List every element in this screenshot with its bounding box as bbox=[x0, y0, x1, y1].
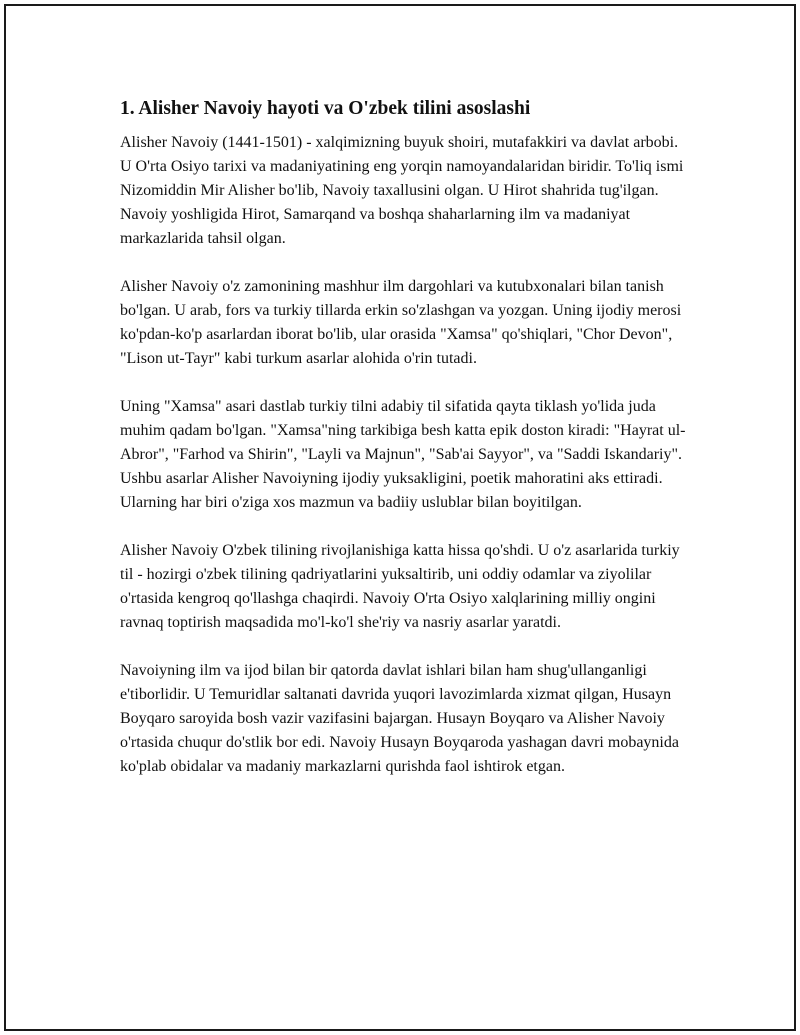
paragraph-4: Alisher Navoiy O'zbek tilining rivojlanishiga katta hissa qo'shdi. U o'z asarlarida turkiy til - hozirgi o'zbek tilining qadriyatlarini yuksaltirib, uni oddiy odamlar va ziyolilar o'rtasida kengroq qo'llashga chaqirdi. Navoiy O'rta Osiyo xalqlarining milliy ongini ravnaq toptirish maqsadida mo'l-ko'l she'riy va nasriy asarlar yaratdi. bbox=[120, 542, 680, 631]
paragraph-2: Alisher Navoiy o'z zamonining mashhur ilm dargohlari va kutubxonalari bilan tanish bo'lgan. U arab, fors va turkiy tillarda erkin so'zlashgan va yozgan. Uning ijodiy merosi ko'pdan-ko'p asarlardan iborat bo'lib, ular orasida "Xamsa" qo'shiqlari, "Chor Devon", "Lison ut-Tayr" kabi turkum asarlar alohida o'rin tutadi. bbox=[120, 278, 682, 367]
page-border bbox=[4, 4, 796, 1031]
document-body bbox=[120, 96, 690, 803]
paragraph-1: Alisher Navoiy (1441-1501) - xalqimizning buyuk shoiri, mutafakkiri va davlat arbobi. U O'rta Osiyo tarixi va madaniyatining eng yorqin namoyandalaridan biridir. To'liq ismi Nizomiddin Mir Alisher bo'lib, Navoiy taxallusini olgan. U Hirot shahrida tug'ilgan. Navoiy yoshligida Hirot, Samarqand va boshqa shaharlarning ilm va madaniyat markazlarida tahsil olgan. bbox=[120, 134, 684, 247]
section-heading: 1. Alisher Navoiy hayoti va O'zbek tilini asoslashi bbox=[120, 98, 531, 119]
paragraph-5: Navoiyning ilm va ijod bilan bir qatorda davlat ishlari bilan ham shug'ullanganligi e'tiborlidir. U Temuridlar saltanati davrida yuqori lavozimlarda xizmat qilgan, Husayn Boyqaro saroyida bosh vazir vazifasini bajargan. Husayn Boyqaro va Alisher Navoiy o'rtasida chuqur do'stlik bor edi. Navoiy Husayn Boyqaroda yashagan davri mobaynida ko'plab obidalar va madaniy markazlarni qurishda faol ishtirok etgan. bbox=[120, 662, 679, 775]
paragraph-3: Uning "Xamsa" asari dastlab turkiy tilni adabiy til sifatida qayta tiklash yo'lida juda muhim qadam bo'lgan. "Xamsa"ning tarkibiga besh katta epik doston kiradi: "Hayrat ul-Abror", "Farhod va Shirin", "Layli va Majnun", "Sab'ai Sayyor", va "Saddi Iskandariy". Ushbu asarlar Alisher Navoiyning ijodiy yuksakligini, poetik mahoratini aks ettiradi. Ularning har biri o'ziga xos mazmun va badiiy uslublar bilan boyitilgan. bbox=[120, 398, 686, 511]
